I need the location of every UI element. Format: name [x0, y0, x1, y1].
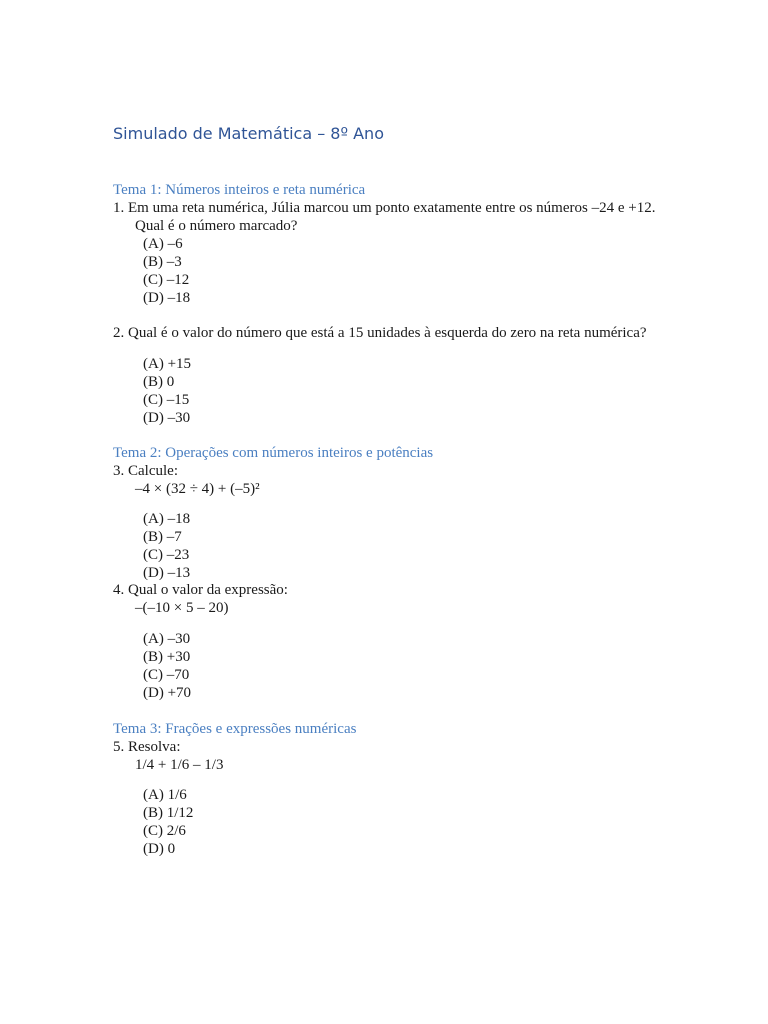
- question-5-expression: 1/4 + 1/6 – 1/3: [135, 757, 224, 773]
- option-5c: (C) 2/6: [143, 823, 186, 839]
- question-4-options: [113, 630, 673, 702]
- question-1-text: 1. Em uma reta numérica, Júlia marcou um ponto exatamente entre os números –24 e +12. Qual é o número marcado?: [113, 200, 656, 234]
- option-2b: (B) 0: [143, 374, 175, 390]
- option-3a: (A) –18: [143, 511, 191, 527]
- question-4-expression: –(–10 × 5 – 20): [135, 600, 229, 616]
- option-4c: (C) –70: [143, 667, 190, 683]
- option-1a: (A) –6: [143, 236, 183, 252]
- theme-1-heading: Tema 1: Números inteiros e reta numérica: [113, 182, 366, 198]
- question-2-options-block: [113, 355, 673, 427]
- option-5b: (B) 1/12: [143, 805, 194, 821]
- theme-2-section: [113, 444, 673, 498]
- theme-1-section: [113, 181, 673, 307]
- question-2-text: 2. Qual é o valor do número que está a 15 unidades à esquerda do zero na reta numérica?: [113, 325, 647, 341]
- option-4b: (B) +30: [143, 649, 191, 665]
- question-3-options: [113, 510, 673, 582]
- question-3-expression: –4 × (32 ÷ 4) + (–5)²: [135, 481, 260, 497]
- option-1c: (C) –12: [143, 272, 190, 288]
- question-3-text: 3. Calcule:: [113, 463, 178, 479]
- theme-2-heading: Tema 2: Operações com números inteiros e potências: [113, 445, 434, 461]
- option-3b: (B) –7: [143, 529, 182, 545]
- question-3-options-block: [113, 510, 673, 582]
- option-3c: (C) –23: [143, 547, 190, 563]
- option-5d: (D) 0: [143, 841, 176, 857]
- option-3d: (D) –13: [143, 565, 191, 581]
- question-4: [113, 581, 673, 617]
- option-5a: (A) 1/6: [143, 787, 187, 803]
- theme-3-heading: Tema 3: Frações e expressões numéricas: [113, 721, 357, 737]
- question-2: [113, 324, 673, 342]
- question-5-options-block: [113, 786, 673, 858]
- document-title: Simulado de Matemática – 8º Ano: [113, 124, 384, 143]
- option-1b: (B) –3: [143, 254, 182, 270]
- theme-3-section: [113, 720, 673, 774]
- question-1-options: [113, 235, 673, 307]
- option-4d: (D) +70: [143, 685, 192, 701]
- option-1d: (D) –18: [143, 290, 191, 306]
- option-4a: (A) –30: [143, 631, 191, 647]
- question-4-text: 4. Qual o valor da expressão:: [113, 582, 288, 598]
- question-5-text: 5. Resolva:: [113, 739, 181, 755]
- option-2c: (C) –15: [143, 392, 190, 408]
- question-1: [113, 199, 673, 307]
- question-4-options-block: [113, 630, 673, 702]
- question-2-options: [113, 355, 673, 427]
- question-5-options: [113, 786, 673, 858]
- option-2a: (A) +15: [143, 356, 192, 372]
- option-2d: (D) –30: [143, 410, 191, 426]
